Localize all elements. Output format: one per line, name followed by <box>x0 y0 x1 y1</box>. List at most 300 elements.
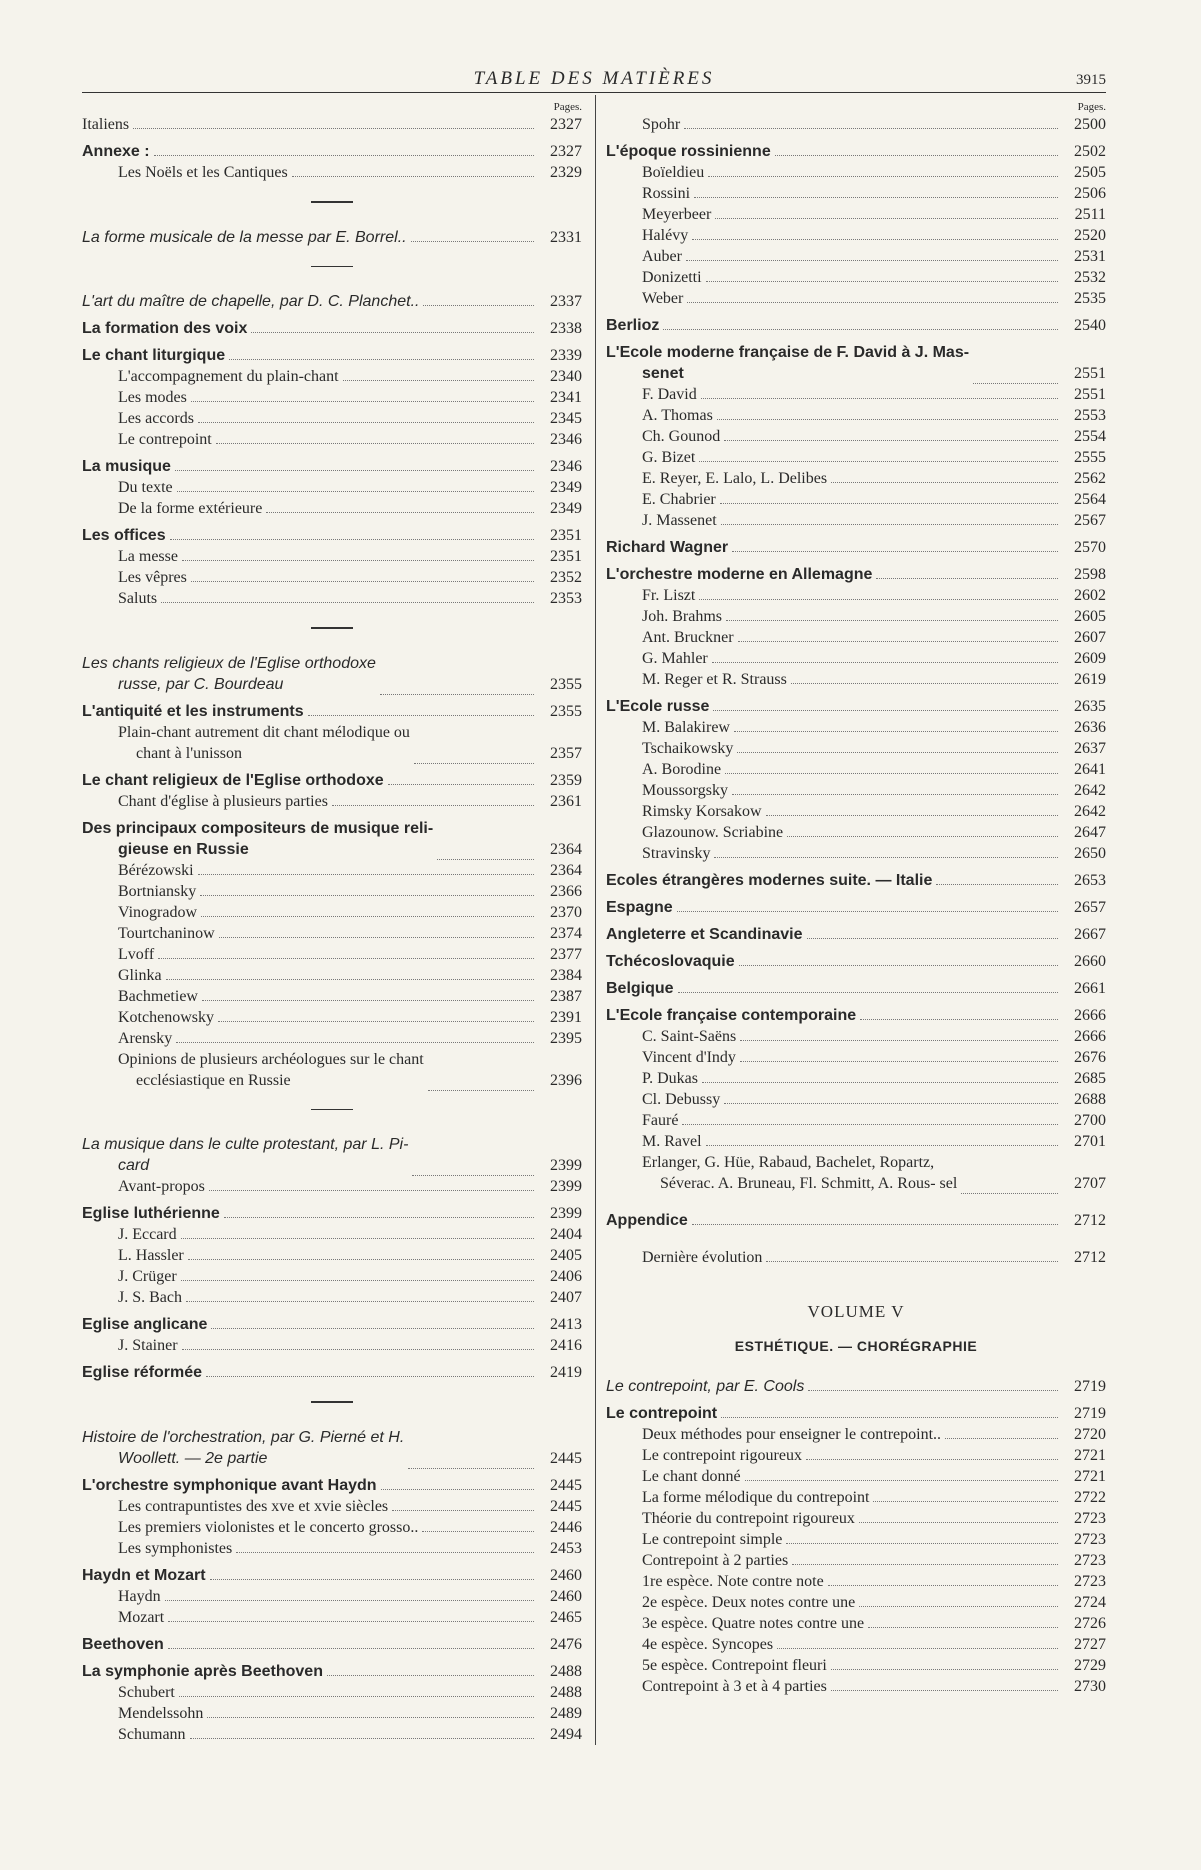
toc-entry <box>82 1634 582 1655</box>
toc-entry-label: Contrepoint à 3 et à 4 parties <box>642 1678 827 1695</box>
toc-entry-label: Rossini <box>642 185 691 202</box>
toc-entry-label: Beethoven <box>82 1635 164 1653</box>
toc-entry-page: 2553 <box>1074 407 1106 424</box>
toc-entry-page: 2355 <box>550 675 582 693</box>
dot-leader <box>694 183 1058 198</box>
dot-leader <box>412 1161 534 1176</box>
toc-entry <box>606 627 1106 648</box>
toc-entry-page: 2647 <box>1074 824 1106 841</box>
toc-entry-page: 2341 <box>550 389 582 406</box>
dot-leader <box>714 843 1058 858</box>
toc-entry-page: 2416 <box>550 1337 582 1354</box>
toc-entry <box>606 1247 1106 1268</box>
toc-entry-label: Lvoff <box>118 945 155 963</box>
dot-leader <box>207 1703 534 1718</box>
toc-entry-label: Les modes <box>118 389 187 406</box>
toc-entry <box>606 1508 1106 1529</box>
toc-entry <box>82 318 582 339</box>
toc-entry-label: L'Ecole française contemporaine <box>606 1007 857 1024</box>
toc-entry <box>82 1176 582 1197</box>
toc-entry-label: Bortniansky <box>118 882 197 900</box>
toc-entry <box>82 1496 582 1517</box>
toc-entry-page: 2355 <box>550 702 582 720</box>
toc-entry-page: 2607 <box>1074 629 1106 646</box>
toc-entry-label: L'Ecole moderne française de F. David à J. Mas- senet <box>606 344 970 382</box>
dot-leader <box>392 1496 534 1511</box>
dot-leader <box>343 366 534 381</box>
dot-leader <box>684 114 1058 129</box>
toc-entry-label: J. Stainer <box>118 1337 178 1354</box>
dot-leader <box>740 1047 1058 1062</box>
toc-entry <box>82 1362 582 1383</box>
toc-entry <box>606 537 1106 558</box>
dot-leader <box>717 405 1058 420</box>
toc-entry <box>606 951 1106 972</box>
toc-entry-label: Le chant religieux de l'Eglise orthodoxe <box>82 771 384 789</box>
toc-entry-label: Stravinsky <box>642 845 711 862</box>
toc-entry-label: E. Chabrier <box>642 491 716 508</box>
toc-entry <box>82 567 582 588</box>
toc-entry-page: 2349 <box>550 479 582 496</box>
toc-entry <box>606 510 1106 531</box>
toc-entry-label: L'époque rossinienne <box>606 143 771 160</box>
toc-entry <box>606 870 1106 891</box>
toc-entry-page: 2337 <box>550 293 582 310</box>
toc-entry <box>82 387 582 408</box>
toc-entry <box>606 1487 1106 1508</box>
toc-entry <box>82 701 582 722</box>
toc-entry <box>606 696 1106 717</box>
toc-entry <box>606 1026 1106 1047</box>
dot-leader <box>724 1089 1058 1104</box>
toc-entry-label: Fr. Liszt <box>642 587 696 604</box>
toc-entry-label: Opinions de plusieurs archéologues sur le chant ecclésiastique en Russie <box>118 1050 424 1089</box>
dot-leader <box>699 585 1058 600</box>
toc-entry <box>606 1047 1106 1068</box>
dot-leader <box>706 1131 1058 1146</box>
dot-leader <box>677 897 1058 912</box>
pages-label: Pages. <box>1077 101 1106 113</box>
toc-entry-page: 2453 <box>550 1539 582 1557</box>
section-separator <box>311 1401 353 1403</box>
dot-leader <box>708 162 1058 177</box>
dot-leader <box>198 408 534 423</box>
dot-leader <box>201 902 534 917</box>
toc-entry-label: La forme mélodique du contrepoint <box>642 1489 870 1506</box>
dot-leader <box>414 749 534 764</box>
toc-entry <box>606 1210 1106 1231</box>
toc-entry-label: Saluts <box>118 590 158 607</box>
toc-entry <box>606 315 1106 336</box>
toc-entry <box>82 1586 582 1607</box>
toc-entry-page: 2564 <box>1074 491 1106 508</box>
toc-entry-page: 2723 <box>1074 1552 1106 1569</box>
toc-entry-label: L'antiquité et les instruments <box>82 702 304 720</box>
dot-leader <box>154 141 534 156</box>
toc-entry <box>606 489 1106 510</box>
dot-leader <box>182 1335 534 1350</box>
toc-entry-label: Schumann <box>118 1725 186 1743</box>
toc-entry-label: Histoire de l'orchestration, par G. Pierné et H. Woollett. — 2e partie <box>82 1428 405 1467</box>
toc-entry-label: Le contrepoint rigoureux <box>642 1447 802 1464</box>
toc-entry <box>606 1110 1106 1131</box>
toc-entry-label: P. Dukas <box>642 1070 699 1087</box>
toc-entry <box>82 546 582 567</box>
toc-entry-label: Tschaikowsky <box>642 740 734 757</box>
toc-entry-label: Les Noëls et les Cantiques <box>118 164 288 181</box>
toc-entry <box>82 860 582 881</box>
toc-entry <box>82 791 582 812</box>
toc-entry-label: Le contrepoint simple <box>642 1531 783 1548</box>
dot-leader <box>181 1266 534 1281</box>
dot-leader <box>133 114 534 129</box>
toc-entry-label: Kotchenowsky <box>118 1008 214 1026</box>
toc-entry-label: Mendelssohn <box>118 1704 204 1722</box>
toc-entry-page: 2465 <box>550 1608 582 1626</box>
toc-entry <box>606 246 1106 267</box>
dot-leader <box>701 384 1058 399</box>
dot-leader <box>699 447 1058 462</box>
dot-leader <box>219 923 534 938</box>
toc-entry-page: 2650 <box>1074 845 1106 862</box>
toc-entry-page: 2346 <box>550 458 582 475</box>
toc-entry-label: J. Crüger <box>118 1268 177 1285</box>
toc-entry-page: 2405 <box>550 1247 582 1264</box>
dot-leader <box>766 801 1058 816</box>
toc-entry-page: 2723 <box>1074 1510 1106 1527</box>
toc-entry-label: Théorie du contrepoint rigoureux <box>642 1510 855 1527</box>
dot-leader <box>236 1538 534 1553</box>
toc-entry-page: 2387 <box>550 987 582 1005</box>
toc-entry-label: Eglise anglicane <box>82 1316 208 1333</box>
dot-leader <box>211 1314 534 1329</box>
toc-entry <box>82 1475 582 1496</box>
toc-entry-label: Angleterre et Scandinavie <box>606 926 803 943</box>
toc-entry-page: 2532 <box>1074 269 1106 286</box>
toc-entry-label: Appendice <box>606 1212 688 1229</box>
toc-entry <box>82 902 582 923</box>
toc-entry-page: 2551 <box>1074 365 1106 382</box>
toc-entry-label: C. Saint-Saëns <box>642 1028 737 1045</box>
toc-entry <box>606 114 1106 135</box>
toc-entry-page: 2494 <box>550 1725 582 1743</box>
toc-entry <box>82 881 582 902</box>
toc-entry-page: 2489 <box>550 1704 582 1722</box>
toc-entry-page: 2701 <box>1074 1133 1106 1150</box>
toc-entry-page: 2719 <box>1074 1378 1106 1395</box>
toc-entry <box>82 345 582 366</box>
toc-entry <box>82 1266 582 1287</box>
toc-entry <box>606 564 1106 585</box>
toc-entry-page: 2370 <box>550 903 582 921</box>
toc-entry <box>606 342 1106 384</box>
toc-entry <box>82 1565 582 1586</box>
toc-entry-page: 2327 <box>550 116 582 133</box>
dot-leader <box>720 489 1058 504</box>
dot-leader <box>873 1487 1058 1502</box>
toc-entry <box>606 267 1106 288</box>
toc-entry-page: 2719 <box>1074 1405 1106 1422</box>
toc-entry <box>606 648 1106 669</box>
toc-entry-label: 1re espèce. Note contre note <box>642 1573 824 1590</box>
toc-entry-label: Arensky <box>118 1029 173 1047</box>
dot-leader <box>381 1475 534 1490</box>
toc-entry <box>606 468 1106 489</box>
volume-subtitle: ESTHÉTIQUE. — CHORÉGRAPHIE <box>734 1338 978 1354</box>
dot-leader <box>188 1245 534 1260</box>
dot-leader <box>678 978 1058 993</box>
dot-leader <box>202 986 534 1001</box>
dot-leader <box>686 246 1058 261</box>
dot-leader <box>745 1466 1058 1481</box>
dot-leader <box>251 318 534 333</box>
toc-entry-page: 2636 <box>1074 719 1106 736</box>
toc-entry-label: G. Bizet <box>642 449 696 466</box>
toc-entry-page: 2331 <box>550 228 582 246</box>
dot-leader <box>166 965 534 980</box>
toc-entry-label: Boïeldieu <box>642 164 705 181</box>
toc-entry-page: 2399 <box>550 1205 582 1222</box>
toc-entry <box>82 1007 582 1028</box>
toc-entry <box>82 227 582 248</box>
dot-leader <box>831 1655 1058 1670</box>
dot-leader <box>216 429 534 444</box>
toc-entry-label: Le contrepoint, par E. Cools <box>606 1378 805 1395</box>
toc-entry <box>606 426 1106 447</box>
dot-leader <box>177 477 534 492</box>
dot-leader <box>973 369 1058 384</box>
toc-entry-page: 2602 <box>1074 587 1106 604</box>
toc-entry-page: 2660 <box>1074 953 1106 970</box>
toc-entry <box>82 141 582 162</box>
toc-entry <box>606 606 1106 627</box>
toc-entry <box>606 1466 1106 1487</box>
dot-leader <box>766 1247 1058 1262</box>
toc-entry-page: 2619 <box>1074 671 1106 688</box>
toc-entry-label: Cl. Debussy <box>642 1091 721 1108</box>
dot-leader <box>777 1634 1058 1649</box>
toc-entry-label: Les premiers violonistes et le concerto grosso.. <box>118 1518 419 1536</box>
dot-leader <box>423 291 534 306</box>
toc-entry <box>606 822 1106 843</box>
toc-entry-page: 2339 <box>550 347 582 364</box>
toc-entry-label: Plain-chant autrement dit chant mélodique ou chant à l'unisson <box>118 723 410 762</box>
page-header <box>82 66 1106 93</box>
dot-leader <box>828 1571 1058 1586</box>
left-column <box>82 100 582 1745</box>
dot-leader <box>218 1007 534 1022</box>
toc-entry-label: Espagne <box>606 899 673 916</box>
toc-entry-label: Le contrepoint <box>118 431 212 448</box>
toc-entry-label: 4e espèce. Syncopes <box>642 1636 774 1653</box>
toc-entry-label: M. Balakirew <box>642 719 730 736</box>
toc-entry-page: 2605 <box>1074 608 1106 625</box>
toc-entry <box>82 1517 582 1538</box>
toc-entry-page: 2445 <box>550 1476 582 1494</box>
dot-leader <box>182 546 534 561</box>
toc-entry-label: Berlioz <box>606 317 660 334</box>
toc-entry-page: 2345 <box>550 410 582 427</box>
dot-leader <box>945 1424 1058 1439</box>
dot-leader <box>176 1028 534 1043</box>
toc-entry-page: 2364 <box>550 840 582 858</box>
dot-leader <box>181 1224 534 1239</box>
toc-entry-label: Fauré <box>642 1112 679 1129</box>
toc-entry-page: 2570 <box>1074 539 1106 556</box>
toc-entry-page: 2635 <box>1074 698 1106 715</box>
toc-entry <box>82 1703 582 1724</box>
toc-entry <box>606 1005 1106 1026</box>
toc-entry-page: 2349 <box>550 500 582 517</box>
toc-entry-label: Halévy <box>642 227 689 244</box>
toc-entry-page: 2729 <box>1074 1657 1106 1674</box>
toc-entry <box>82 1682 582 1703</box>
toc-entry <box>82 477 582 498</box>
dot-leader <box>292 162 534 177</box>
toc-entry-page: 2419 <box>550 1364 582 1381</box>
toc-entry-label: Eglise luthérienne <box>82 1205 220 1222</box>
dot-leader <box>663 315 1058 330</box>
section-separator <box>311 201 353 203</box>
toc-entry-page: 2707 <box>1074 1175 1106 1192</box>
toc-entry <box>606 1571 1106 1592</box>
toc-entry-page: 2384 <box>550 966 582 984</box>
toc-entry-label: Les contrapuntistes des xve et xvie siècles <box>118 1497 389 1515</box>
dot-leader <box>831 1676 1058 1691</box>
toc-entry-label: J. S. Bach <box>118 1289 182 1306</box>
toc-entry-label: L'accompagnement du plain-chant <box>118 368 339 385</box>
toc-entry <box>82 1314 582 1335</box>
toc-entry-label: Haydn <box>118 1587 161 1605</box>
toc-entry-label: Eglise réformée <box>82 1364 203 1381</box>
toc-entry <box>606 843 1106 864</box>
toc-entry-label: Tchécoslovaquie <box>606 953 735 970</box>
toc-entry-page: 2460 <box>550 1566 582 1584</box>
toc-entry <box>82 653 582 695</box>
toc-entry-label: 3e espèce. Quatre notes contre une <box>642 1615 865 1632</box>
toc-entry <box>82 291 582 312</box>
toc-entry-page: 2676 <box>1074 1049 1106 1066</box>
dot-leader <box>682 1110 1058 1125</box>
dot-leader <box>175 456 534 471</box>
dot-leader <box>165 1586 534 1601</box>
dot-leader <box>859 1592 1058 1607</box>
dot-leader <box>734 717 1058 732</box>
dot-leader <box>726 606 1058 621</box>
toc-entry-page: 2476 <box>550 1635 582 1653</box>
toc-entry <box>606 1068 1106 1089</box>
toc-entry-page: 2642 <box>1074 782 1106 799</box>
toc-entry <box>82 498 582 519</box>
dot-leader <box>831 468 1058 483</box>
toc-entry-label: Ant. Bruckner <box>642 629 734 646</box>
dot-leader <box>961 1179 1058 1194</box>
toc-entry-page: 2488 <box>550 1683 582 1701</box>
dot-leader <box>721 510 1058 525</box>
toc-entry-label: Le chant donné <box>642 1468 741 1485</box>
toc-entry <box>606 738 1106 759</box>
toc-entry-label: Donizetti <box>642 269 702 286</box>
toc-entry-page: 2357 <box>550 744 582 762</box>
dot-leader <box>721 1403 1058 1418</box>
toc-entry-page: 2399 <box>550 1157 582 1174</box>
dot-leader <box>775 141 1058 156</box>
toc-entry-page: 2488 <box>550 1662 582 1680</box>
toc-entry-page: 2374 <box>550 924 582 942</box>
running-title: TABLE DES MATIÈRES <box>473 68 715 89</box>
toc-entry-label: F. David <box>642 386 697 403</box>
toc-entry-page: 2653 <box>1074 872 1106 889</box>
toc-entry-page: 2700 <box>1074 1112 1106 1129</box>
toc-entry <box>82 1134 582 1176</box>
dot-leader <box>876 564 1058 579</box>
toc-entry-page: 2511 <box>1074 206 1106 223</box>
toc-entry-label: Le chant liturgique <box>82 347 226 364</box>
toc-entry-label: Contrepoint à 2 parties <box>642 1552 789 1569</box>
toc-entry-page: 2535 <box>1074 290 1106 307</box>
toc-entry-page: 2642 <box>1074 803 1106 820</box>
dot-leader <box>191 567 534 582</box>
dot-leader <box>737 738 1058 753</box>
toc-entry-page: 2502 <box>1074 143 1106 160</box>
toc-entry-label: M. Ravel <box>642 1133 702 1150</box>
dot-leader <box>692 1210 1058 1225</box>
section-separator <box>311 1109 353 1111</box>
dot-leader <box>868 1613 1058 1628</box>
dot-leader <box>724 426 1058 441</box>
toc-entry-page: 2562 <box>1074 470 1106 487</box>
dot-leader <box>308 701 534 716</box>
dot-leader <box>715 204 1058 219</box>
toc-entry-label: Haydn et Mozart <box>82 1566 206 1584</box>
dot-leader <box>186 1287 534 1302</box>
toc-entry <box>606 288 1106 309</box>
toc-entry-page: 2724 <box>1074 1594 1106 1611</box>
toc-entry-page: 2712 <box>1074 1212 1106 1229</box>
toc-entry-page: 2666 <box>1074 1007 1106 1024</box>
toc-entry-page: 2641 <box>1074 761 1106 778</box>
toc-entry-page: 2407 <box>550 1289 582 1306</box>
toc-entry-page: 2404 <box>550 1226 582 1243</box>
toc-entry <box>606 1445 1106 1466</box>
toc-entry-page: 2329 <box>550 164 582 181</box>
toc-entry <box>82 429 582 450</box>
toc-entry <box>82 923 582 944</box>
dot-leader <box>860 1005 1058 1020</box>
toc-entry-label: Vinogradow <box>118 903 198 921</box>
toc-entry-page: 2351 <box>550 548 582 565</box>
toc-entry-page: 2666 <box>1074 1028 1106 1045</box>
toc-entry-label: La musique dans le culte protestant, par L. Pi- card <box>82 1136 409 1174</box>
dot-leader <box>732 780 1058 795</box>
toc-entry-label: Schubert <box>118 1683 175 1701</box>
dot-leader <box>210 1565 534 1580</box>
toc-entry <box>606 1089 1106 1110</box>
toc-entry-page: 2712 <box>1074 1249 1106 1266</box>
dot-leader <box>209 1176 534 1191</box>
toc-entry-label: La symphonie après Beethoven <box>82 1662 323 1680</box>
toc-entry-label: 2e espèce. Deux notes contre une <box>642 1594 856 1611</box>
toc-entry <box>82 1427 582 1469</box>
toc-entry-label: 5e espèce. Contrepoint fleuri <box>642 1657 827 1674</box>
toc-entry-page: 2721 <box>1074 1468 1106 1485</box>
toc-entry-page: 2359 <box>550 771 582 789</box>
toc-entry-label: J. Massenet <box>642 512 717 529</box>
toc-entry <box>82 770 582 791</box>
toc-entry-page: 2445 <box>550 1449 582 1467</box>
toc-entry-page: 2340 <box>550 368 582 385</box>
volume-heading: VOLUME V <box>807 1302 905 1321</box>
